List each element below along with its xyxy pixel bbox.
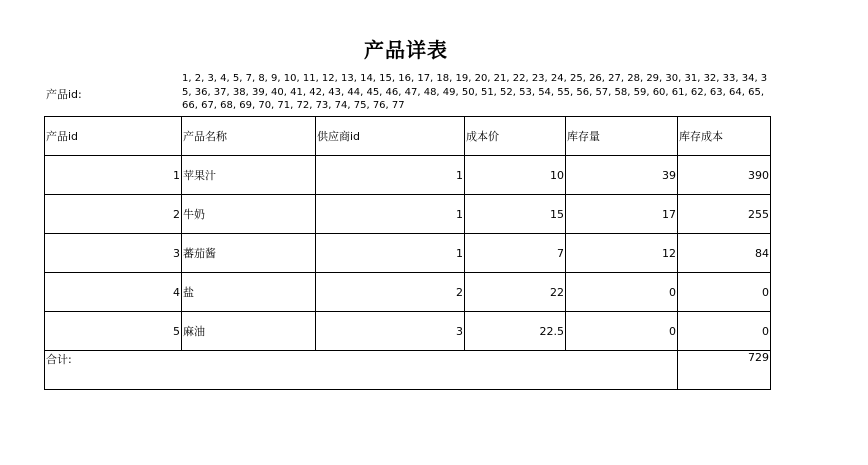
cell-supplier-id: 1 (316, 195, 465, 234)
total-row (45, 351, 771, 390)
total-value: 729 (678, 351, 771, 390)
cell-stock-cost: 390 (678, 156, 771, 195)
header-stock-qty: 库存量 (566, 117, 678, 156)
cell-product-name: 牛奶 (182, 195, 316, 234)
header-product-id: 产品id (45, 117, 182, 156)
cell-supplier-id: 1 (316, 234, 465, 273)
cell-product-name: 苹果汁 (182, 156, 316, 195)
table-row (45, 156, 771, 195)
header-supplier-id: 供应商id (316, 117, 465, 156)
header-product-name: 产品名称 (182, 117, 316, 156)
cell-product-id: 5 (45, 312, 182, 351)
table-row (45, 273, 771, 312)
cell-supplier-id: 1 (316, 156, 465, 195)
cell-stock-qty: 12 (566, 234, 678, 273)
cell-stock-cost: 0 (678, 273, 771, 312)
cell-supplier-id: 2 (316, 273, 465, 312)
cell-cost-price: 22.5 (465, 312, 566, 351)
cell-cost-price: 7 (465, 234, 566, 273)
filter-label: 产品id: (46, 88, 82, 101)
total-label: 合计: (45, 351, 678, 390)
table-row (45, 312, 771, 351)
cell-stock-cost: 84 (678, 234, 771, 273)
cell-product-name: 蕃茄酱 (182, 234, 316, 273)
cell-stock-qty: 39 (566, 156, 678, 195)
cell-product-id: 2 (45, 195, 182, 234)
cell-product-name: 麻油 (182, 312, 316, 351)
cell-product-id: 3 (45, 234, 182, 273)
cell-product-id: 4 (45, 273, 182, 312)
cell-stock-qty: 17 (566, 195, 678, 234)
cell-cost-price: 15 (465, 195, 566, 234)
cell-product-name: 盐 (182, 273, 316, 312)
cell-stock-qty: 0 (566, 312, 678, 351)
filter-value: 1, 2, 3, 4, 5, 7, 8, 9, 10, 11, 12, 13, 14, 15, 16, 17, 18, 19, 20, 21, 22, 23, 24, 25, 26, 27, 28, 29, 30, 31, 32, 33, 34, 35, 36, 37, 38, 39, 40, 41, 42, 43, 44, 45, 46, 47, 48, 49, 50, 51, 52, 53, 54, 55, 56, 57, 58, 59, 60, 61, 62, 63, 64, 65, 66, 67, 68, 69, 70, 71, 72, 73, 74, 75, 76, 77 (182, 73, 768, 111)
cell-supplier-id: 3 (316, 312, 465, 351)
table-header-row (45, 117, 771, 156)
report-title: 产品详表 (364, 38, 448, 62)
cell-stock-cost: 255 (678, 195, 771, 234)
table-row (45, 195, 771, 234)
header-stock-cost: 库存成本 (678, 117, 771, 156)
cell-stock-cost: 0 (678, 312, 771, 351)
product-table (44, 116, 771, 390)
cell-cost-price: 10 (465, 156, 566, 195)
table-row (45, 234, 771, 273)
header-cost-price: 成本价 (465, 117, 566, 156)
cell-stock-qty: 0 (566, 273, 678, 312)
cell-product-id: 1 (45, 156, 182, 195)
cell-cost-price: 22 (465, 273, 566, 312)
